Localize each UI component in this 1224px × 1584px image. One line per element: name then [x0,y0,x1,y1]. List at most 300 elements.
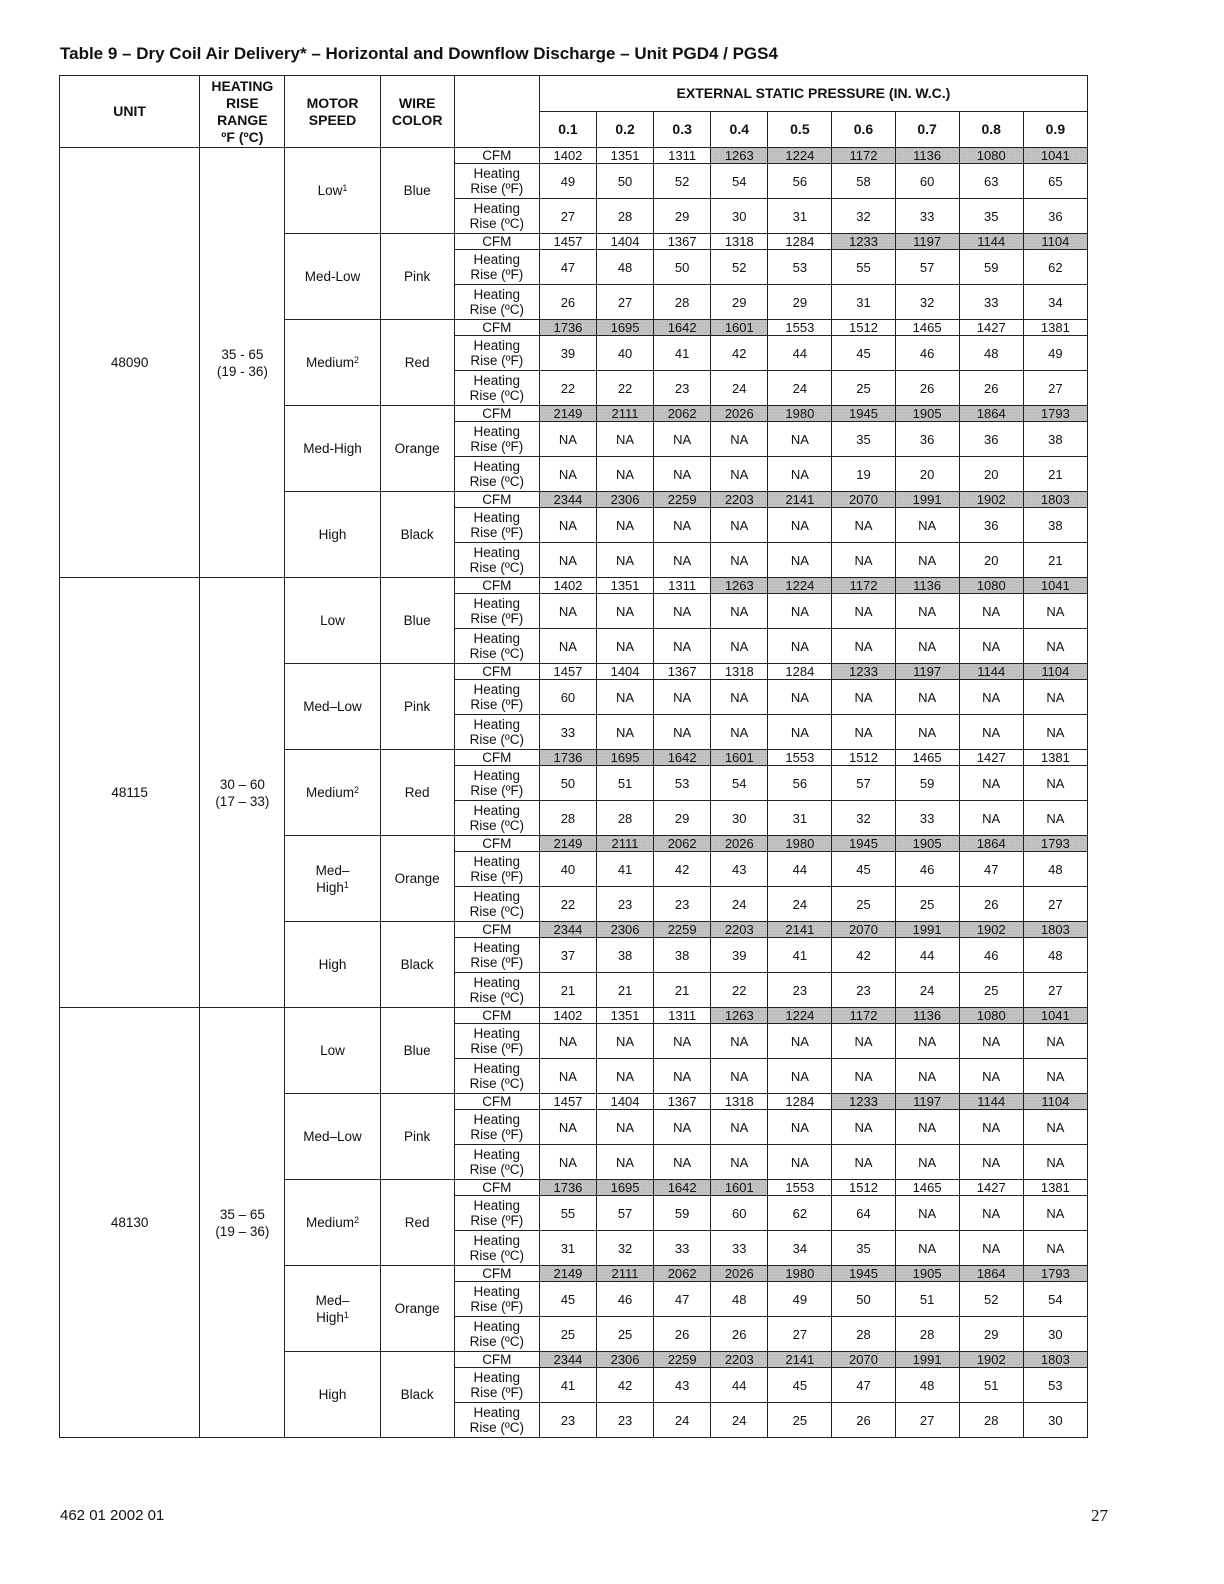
rise-f-value: NA [1023,594,1087,629]
cfm-label: CFM [454,836,539,852]
rise-f-label: Heating Rise (ºF) [454,1196,539,1231]
rise-f-value: 59 [959,250,1023,285]
cfm-value: 2259 [654,922,711,938]
rise-f-value: 45 [539,1282,596,1317]
rise-c-value: 28 [654,285,711,320]
cfm-value: 1136 [895,578,959,594]
motor-speed-cell: Med– High$^1$ [285,1266,380,1352]
rise-c-value: NA [1023,1231,1087,1266]
rise-f-value: 49 [539,164,596,199]
cfm-value: 1367 [654,1094,711,1110]
rise-c-value: 24 [711,1403,768,1438]
rise-c-value: 26 [832,1403,895,1438]
cfm-value: 1980 [768,1266,832,1282]
cfm-value: 2259 [654,492,711,508]
cfm-value: 1233 [832,664,895,680]
rise-c-value: 29 [711,285,768,320]
rise-f-value: NA [895,680,959,715]
cfm-value: 2149 [539,1266,596,1282]
rise-c-value: NA [832,1059,895,1094]
rise-c-value: 26 [959,371,1023,406]
rise-f-value: NA [895,1196,959,1231]
rise-c-value: 21 [1023,457,1087,492]
heating-rise-range-cell: 35 - 65 (19 - 36) [200,148,285,578]
cfm-value: 1381 [1023,1180,1087,1196]
rise-c-value: NA [539,629,596,664]
rise-c-label: Heating Rise (ºC) [454,1059,539,1094]
rise-c-value: NA [1023,629,1087,664]
rise-f-value: 56 [768,766,832,801]
rise-f-value: NA [832,508,895,543]
cfm-label: CFM [454,1094,539,1110]
rise-c-value: 28 [539,801,596,836]
rise-f-value: 42 [597,1368,654,1403]
rise-f-value: NA [959,1024,1023,1059]
rise-c-value: NA [832,1145,895,1180]
rise-c-value: 27 [1023,973,1087,1008]
cfm-value: 2306 [597,1352,654,1368]
rise-c-value: 25 [597,1317,654,1352]
cfm-value: 2062 [654,836,711,852]
unit-cell: 48115 [60,578,200,1008]
cfm-value: 1224 [768,148,832,164]
rise-c-value: NA [832,715,895,750]
cfm-value: 1351 [597,148,654,164]
rise-c-value: 19 [832,457,895,492]
cfm-value: 1427 [959,320,1023,336]
rise-f-value: NA [768,680,832,715]
rise-c-value: 22 [597,371,654,406]
unit-header: UNIT [60,76,200,148]
rise-f-value: NA [539,1024,596,1059]
rise-c-value: NA [597,715,654,750]
rise-f-value: NA [1023,1024,1087,1059]
cfm-value: 2203 [711,492,768,508]
cfm-value: 1736 [539,320,596,336]
rise-f-value: NA [654,422,711,457]
cfm-label: CFM [454,1008,539,1024]
rise-c-value: NA [895,1059,959,1094]
cfm-value: 2344 [539,1352,596,1368]
rise-c-value: NA [1023,801,1087,836]
rise-f-value: 59 [654,1196,711,1231]
rise-c-label: Heating Rise (ºC) [454,1317,539,1352]
rise-c-value: 30 [711,801,768,836]
cfm-value: 1404 [597,664,654,680]
rise-c-value: 23 [597,887,654,922]
rise-c-value: NA [654,715,711,750]
rise-f-value: NA [539,422,596,457]
cfm-value: 1197 [895,664,959,680]
rise-c-value: 28 [597,801,654,836]
table-row [60,148,1088,164]
rise-f-value: 42 [832,938,895,973]
cfm-value: 1864 [959,406,1023,422]
rise-c-value: NA [959,715,1023,750]
cfm-value: 1224 [768,578,832,594]
rise-c-value: 24 [768,887,832,922]
cfm-value: 1553 [768,750,832,766]
rise-c-value: NA [539,543,596,578]
rise-c-label: Heating Rise (ºC) [454,887,539,922]
rise-c-value: NA [895,1231,959,1266]
rise-f-value: 39 [539,336,596,371]
rise-f-value: NA [768,1024,832,1059]
rise-c-value: 35 [959,199,1023,234]
rise-f-value: 49 [768,1282,832,1317]
rise-c-value: NA [654,1145,711,1180]
rise-c-value: NA [654,543,711,578]
rise-c-value: 31 [768,199,832,234]
pressure-header-0.3: 0.3 [654,112,711,148]
rise-f-value: NA [959,1110,1023,1145]
motor-speed-cell: Med–Low [285,1094,380,1180]
cfm-value: 1080 [959,1008,1023,1024]
cfm-value: 1553 [768,1180,832,1196]
cfm-value: 2070 [832,492,895,508]
rise-f-value: NA [1023,680,1087,715]
rise-c-value: 24 [768,371,832,406]
rise-c-value: NA [711,1059,768,1094]
rise-c-value: 36 [1023,199,1087,234]
rise-f-value: 38 [597,938,654,973]
cfm-value: 1695 [597,750,654,766]
cfm-value: 2141 [768,1352,832,1368]
rise-f-value: 49 [1023,336,1087,371]
rise-c-value: NA [597,629,654,664]
rise-f-value: NA [832,594,895,629]
cfm-value: 2141 [768,492,832,508]
rise-f-value: 38 [1023,508,1087,543]
rise-f-value: 41 [597,852,654,887]
rise-c-value: NA [895,1145,959,1180]
wire-color-cell: Blue [380,148,454,234]
cfm-value: 1905 [895,836,959,852]
pressure-header-0.5: 0.5 [768,112,832,148]
rise-c-value: 21 [1023,543,1087,578]
rise-f-value: 55 [832,250,895,285]
rise-c-value: 22 [539,887,596,922]
rise-f-value: 47 [832,1368,895,1403]
rise-f-value: NA [711,1110,768,1145]
rise-f-value: NA [895,594,959,629]
cfm-value: 1803 [1023,1352,1087,1368]
cfm-value: 1080 [959,148,1023,164]
rise-f-value: NA [597,422,654,457]
rise-f-value: 47 [539,250,596,285]
rise-f-value: 46 [597,1282,654,1317]
rise-c-value: NA [539,1145,596,1180]
rise-f-value: NA [1023,1110,1087,1145]
cfm-label: CFM [454,1352,539,1368]
cfm-value: 2111 [597,836,654,852]
rise-f-value: NA [654,1024,711,1059]
page-number: 27 [1091,1506,1108,1525]
rise-c-value: NA [768,543,832,578]
cfm-value: 2026 [711,836,768,852]
rise-f-value: 38 [654,938,711,973]
cfm-value: 1224 [768,1008,832,1024]
rise-c-value: 28 [959,1403,1023,1438]
cfm-value: 1601 [711,750,768,766]
rise-c-value: 33 [959,285,1023,320]
rise-c-value: NA [895,715,959,750]
rise-c-value: NA [895,543,959,578]
cfm-value: 1367 [654,234,711,250]
rise-c-value: NA [597,1145,654,1180]
rise-c-label: Heating Rise (ºC) [454,1231,539,1266]
wire-color-cell: Red [380,750,454,836]
rise-f-value: 45 [768,1368,832,1403]
cfm-value: 1233 [832,1094,895,1110]
cfm-value: 1980 [768,836,832,852]
rise-c-value: 27 [597,285,654,320]
rise-f-value: 42 [711,336,768,371]
rise-f-value: NA [832,680,895,715]
rise-f-value: 48 [959,336,1023,371]
cfm-value: 1793 [1023,406,1087,422]
wire-color-cell: Orange [380,1266,454,1352]
rise-f-value: NA [959,1196,1023,1231]
rise-c-value: 31 [832,285,895,320]
cfm-label: CFM [454,922,539,938]
rise-f-value: NA [597,1024,654,1059]
pressure-header-0.6: 0.6 [832,112,895,148]
pressure-header-0.2: 0.2 [597,112,654,148]
rise-c-value: 23 [654,887,711,922]
rise-f-value: 57 [597,1196,654,1231]
cfm-value: 1233 [832,234,895,250]
rise-f-value: NA [597,680,654,715]
rise-f-value: NA [654,508,711,543]
rise-c-value: NA [539,457,596,492]
rise-c-value: 28 [832,1317,895,1352]
rise-f-value: NA [597,1110,654,1145]
rise-f-value: NA [654,1110,711,1145]
cfm-value: 2141 [768,922,832,938]
rise-f-value: 54 [711,766,768,801]
rise-c-value: NA [654,1059,711,1094]
rise-f-value: 40 [539,852,596,887]
air-delivery-table [59,75,1088,1438]
rise-f-value: 51 [959,1368,1023,1403]
cfm-value: 1736 [539,1180,596,1196]
rise-f-value: NA [768,508,832,543]
cfm-value: 1318 [711,1094,768,1110]
external-static-pressure-header: EXTERNAL STATIC PRESSURE (IN. W.C.) [539,76,1087,112]
rise-c-value: NA [597,1059,654,1094]
rise-f-value: 59 [895,766,959,801]
cfm-value: 1381 [1023,750,1087,766]
rise-c-value: 25 [895,887,959,922]
rise-f-value: 37 [539,938,596,973]
rise-c-value: 20 [959,457,1023,492]
rise-f-label: Heating Rise (ºF) [454,508,539,543]
cfm-value: 1695 [597,1180,654,1196]
rise-f-value: 63 [959,164,1023,199]
cfm-value: 1465 [895,1180,959,1196]
rise-f-value: 36 [959,422,1023,457]
rise-f-value: NA [832,1110,895,1145]
cfm-value: 1381 [1023,320,1087,336]
cfm-value: 1695 [597,320,654,336]
cfm-value: 1144 [959,1094,1023,1110]
cfm-value: 1318 [711,664,768,680]
rise-c-value: 20 [959,543,1023,578]
rise-f-label: Heating Rise (ºF) [454,1368,539,1403]
cfm-value: 1172 [832,1008,895,1024]
rise-f-label: Heating Rise (ºF) [454,1110,539,1145]
cfm-label: CFM [454,148,539,164]
rise-c-value: 33 [539,715,596,750]
rise-f-value: 47 [959,852,1023,887]
rise-c-value: NA [539,1059,596,1094]
cfm-value: 1736 [539,750,596,766]
rise-c-value: 28 [895,1317,959,1352]
motor-speed-cell: Med-Low [285,234,380,320]
cfm-value: 1864 [959,1266,1023,1282]
cfm-value: 1980 [768,406,832,422]
motor-speed-cell: Low [285,1008,380,1094]
cfm-label: CFM [454,492,539,508]
rise-f-value: 48 [1023,938,1087,973]
rise-f-value: 50 [654,250,711,285]
rise-c-value: 26 [711,1317,768,1352]
rise-c-value: 21 [597,973,654,1008]
cfm-value: 1041 [1023,148,1087,164]
rise-f-value: 43 [654,1368,711,1403]
rise-c-value: 23 [832,973,895,1008]
rise-f-value: 50 [832,1282,895,1317]
rise-c-value: 25 [768,1403,832,1438]
wire-color-cell: Blue [380,1008,454,1094]
cfm-value: 1263 [711,578,768,594]
cfm-value: 1197 [895,234,959,250]
cfm-value: 1902 [959,492,1023,508]
rise-c-value: NA [711,715,768,750]
rise-f-value: 48 [597,250,654,285]
rise-f-label: Heating Rise (ºF) [454,1282,539,1317]
rise-c-value: 23 [654,371,711,406]
cfm-value: 1136 [895,148,959,164]
cfm-label: CFM [454,406,539,422]
cfm-label: CFM [454,320,539,336]
motor-speed-cell: Low [285,578,380,664]
rise-f-value: 42 [654,852,711,887]
rise-c-value: NA [895,629,959,664]
wire-color-cell: Pink [380,1094,454,1180]
rise-f-value: NA [895,1024,959,1059]
cfm-value: 1793 [1023,836,1087,852]
cfm-label: CFM [454,664,539,680]
rise-c-value: NA [1023,1059,1087,1094]
rise-c-value: NA [959,1231,1023,1266]
cfm-value: 1803 [1023,922,1087,938]
motor-speed-header: MOTOR SPEED [285,76,380,148]
rise-f-value: 54 [1023,1282,1087,1317]
cfm-value: 1041 [1023,578,1087,594]
motor-speed-cell: Medium$^2$ [285,750,380,836]
rise-f-value: 57 [895,250,959,285]
rise-f-value: 51 [597,766,654,801]
cfm-value: 1404 [597,1094,654,1110]
cfm-value: 2149 [539,836,596,852]
rise-f-label: Heating Rise (ºF) [454,852,539,887]
rise-f-value: NA [895,1110,959,1145]
rise-c-value: 21 [539,973,596,1008]
cfm-value: 1311 [654,1008,711,1024]
wire-color-cell: Black [380,1352,454,1438]
rise-f-value: 40 [597,336,654,371]
rise-f-label: Heating Rise (ºF) [454,336,539,371]
cfm-value: 1642 [654,750,711,766]
cfm-value: 2062 [654,406,711,422]
cfm-value: 1553 [768,320,832,336]
rise-c-value: 27 [895,1403,959,1438]
rise-f-value: 60 [895,164,959,199]
cfm-value: 2026 [711,1266,768,1282]
rise-f-value: 38 [1023,422,1087,457]
rise-c-value: 25 [832,371,895,406]
rise-c-value: NA [832,629,895,664]
rise-c-value: 31 [768,801,832,836]
rise-c-label: Heating Rise (ºC) [454,543,539,578]
rise-f-label: Heating Rise (ºF) [454,250,539,285]
rise-f-label: Heating Rise (ºF) [454,422,539,457]
cfm-value: 1457 [539,664,596,680]
cfm-value: 1991 [895,922,959,938]
wire-color-header: WIRE COLOR [380,76,454,148]
rise-f-value: 44 [768,852,832,887]
rise-f-value: 55 [539,1196,596,1231]
cfm-value: 1284 [768,234,832,250]
motor-speed-cell: Low$^1$ [285,148,380,234]
cfm-value: 1512 [832,320,895,336]
rise-c-value: NA [711,457,768,492]
rise-c-value: 28 [597,199,654,234]
rise-c-value: 27 [768,1317,832,1352]
rise-c-value: 34 [1023,285,1087,320]
row-label-header [454,76,539,148]
rise-f-value: 48 [711,1282,768,1317]
cfm-value: 2203 [711,1352,768,1368]
cfm-value: 2149 [539,406,596,422]
cfm-value: 1945 [832,1266,895,1282]
rise-c-value: 24 [711,887,768,922]
rise-f-value: 50 [597,164,654,199]
table-row [60,1008,1088,1024]
rise-f-value: NA [959,680,1023,715]
rise-f-value: NA [597,508,654,543]
rise-f-value: 43 [711,852,768,887]
rise-c-value: 24 [654,1403,711,1438]
rise-f-value: 48 [1023,852,1087,887]
rise-c-label: Heating Rise (ºC) [454,285,539,320]
cfm-value: 1902 [959,1352,1023,1368]
rise-f-value: NA [832,1024,895,1059]
rise-c-value: 26 [539,285,596,320]
cfm-value: 1457 [539,1094,596,1110]
rise-f-value: NA [711,422,768,457]
rise-c-value: 33 [654,1231,711,1266]
cfm-value: 2344 [539,492,596,508]
cfm-label: CFM [454,578,539,594]
cfm-value: 1601 [711,320,768,336]
rise-f-value: 46 [959,938,1023,973]
rise-f-value: 52 [654,164,711,199]
rise-f-value: NA [959,594,1023,629]
rise-f-value: 60 [711,1196,768,1231]
